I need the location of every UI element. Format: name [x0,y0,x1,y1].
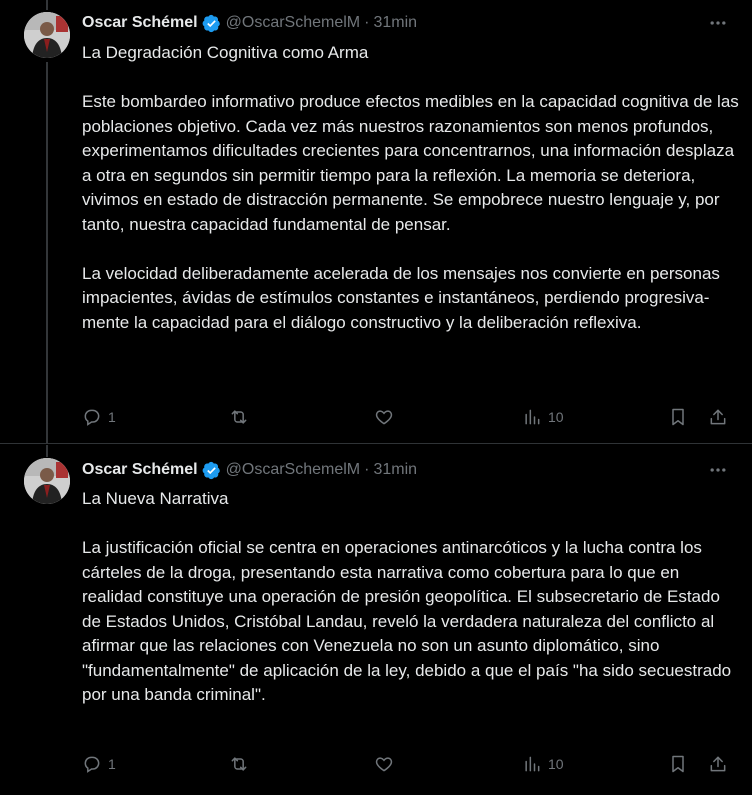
retweet-icon [229,407,249,427]
verified-badge-icon [202,14,221,33]
share-button[interactable] [708,749,728,779]
author-handle[interactable]: @OscarSchemelM [225,14,361,31]
bookmark-icon [668,407,688,427]
more-icon[interactable] [706,12,730,34]
retweet-button[interactable] [229,749,249,779]
views-button[interactable] [522,402,564,432]
tweet-header [82,459,417,481]
author-handle[interactable]: @OscarSchemelM [225,461,361,478]
tweet-time[interactable]: 31min [373,461,418,478]
tweet-text [82,41,742,335]
tweet-actions [78,749,738,779]
share-button[interactable] [708,402,728,432]
author-name[interactable]: Oscar Schémel [82,461,198,478]
views-icon [522,407,542,427]
thread-connector [46,62,48,444]
reply-icon [82,754,102,774]
separator-dot: · [364,461,370,478]
tweet-text [82,487,742,708]
tweet[interactable] [0,445,752,795]
bookmark-icon [668,754,688,774]
thread-connector [46,445,48,457]
views-count: 10 [548,409,564,425]
reply-count: 1 [108,756,116,772]
avatar[interactable] [24,12,70,58]
reply-button[interactable] [82,402,116,432]
tweet-title: La Degradación Cognitiva como Arma [82,43,369,62]
reply-button[interactable] [82,749,116,779]
like-icon [374,407,394,427]
like-icon [374,754,394,774]
views-count: 10 [548,756,564,772]
like-button[interactable] [374,749,394,779]
retweet-button[interactable] [229,402,249,432]
tweet-time[interactable]: 31min [373,14,418,31]
views-button[interactable] [522,749,564,779]
share-icon [708,754,728,774]
tweet-title: La Nueva Narrativa [82,489,229,508]
reply-icon [82,407,102,427]
verified-badge-icon [202,461,221,480]
tweet-paragraph: La justificación oficial se centra en operaciones antinarcóticos y la lucha contra los cárteles de la droga, presentando esta narrativa como cobertura para lo que en realidad constituye una operación de presión geopolítica. El subsecretario de Estado de Estados Unidos, Cristóbal Landau, reveló la verdadera naturaleza del conflicto al afirmar que las relaciones con Venezuela no son un asunto diplomático, sino "fundamentalmente" de aplicación de la ley, debido a que el país "ha sido secuestrado por una banda criminal". [82,538,732,704]
bookmark-button[interactable] [668,749,688,779]
bookmark-button[interactable] [668,402,688,432]
tweet-actions [78,402,738,432]
retweet-icon [229,754,249,774]
avatar[interactable] [24,458,70,504]
views-icon [522,754,542,774]
tweet-paragraph: La velocidad deliberadamente acelerada de los mensajes nos convierte en personas impacientes, ávidas de estímulos constantes e instantáneos, perdiendo progresiva-mente la capacidad para el diálogo constructivo y la deliberación reflexiva. [82,263,720,332]
reply-count: 1 [108,409,116,425]
more-icon[interactable] [706,459,730,481]
separator-dot: · [364,14,370,31]
like-button[interactable] [374,402,394,432]
author-name[interactable]: Oscar Schémel [82,14,198,31]
tweet-paragraph: Este bombardeo informativo produce efectos medibles en la capacidad cognitiva de las poblaciones objetivo. Cada vez más nuestros razonamientos son menos profundos, experimentamos dificultades crecientes para concentrarnos, una información desplaza a otra en segundos sin permitir tiempo para la reflexión. La memoria se deteriora, vivimos en estado de distracción permanente. Se empobrece nuestro lenguaje y, por tanto, nuestra capacidad fundamental de pensar. [82,92,739,234]
tweet-header [82,12,417,34]
share-icon [708,407,728,427]
